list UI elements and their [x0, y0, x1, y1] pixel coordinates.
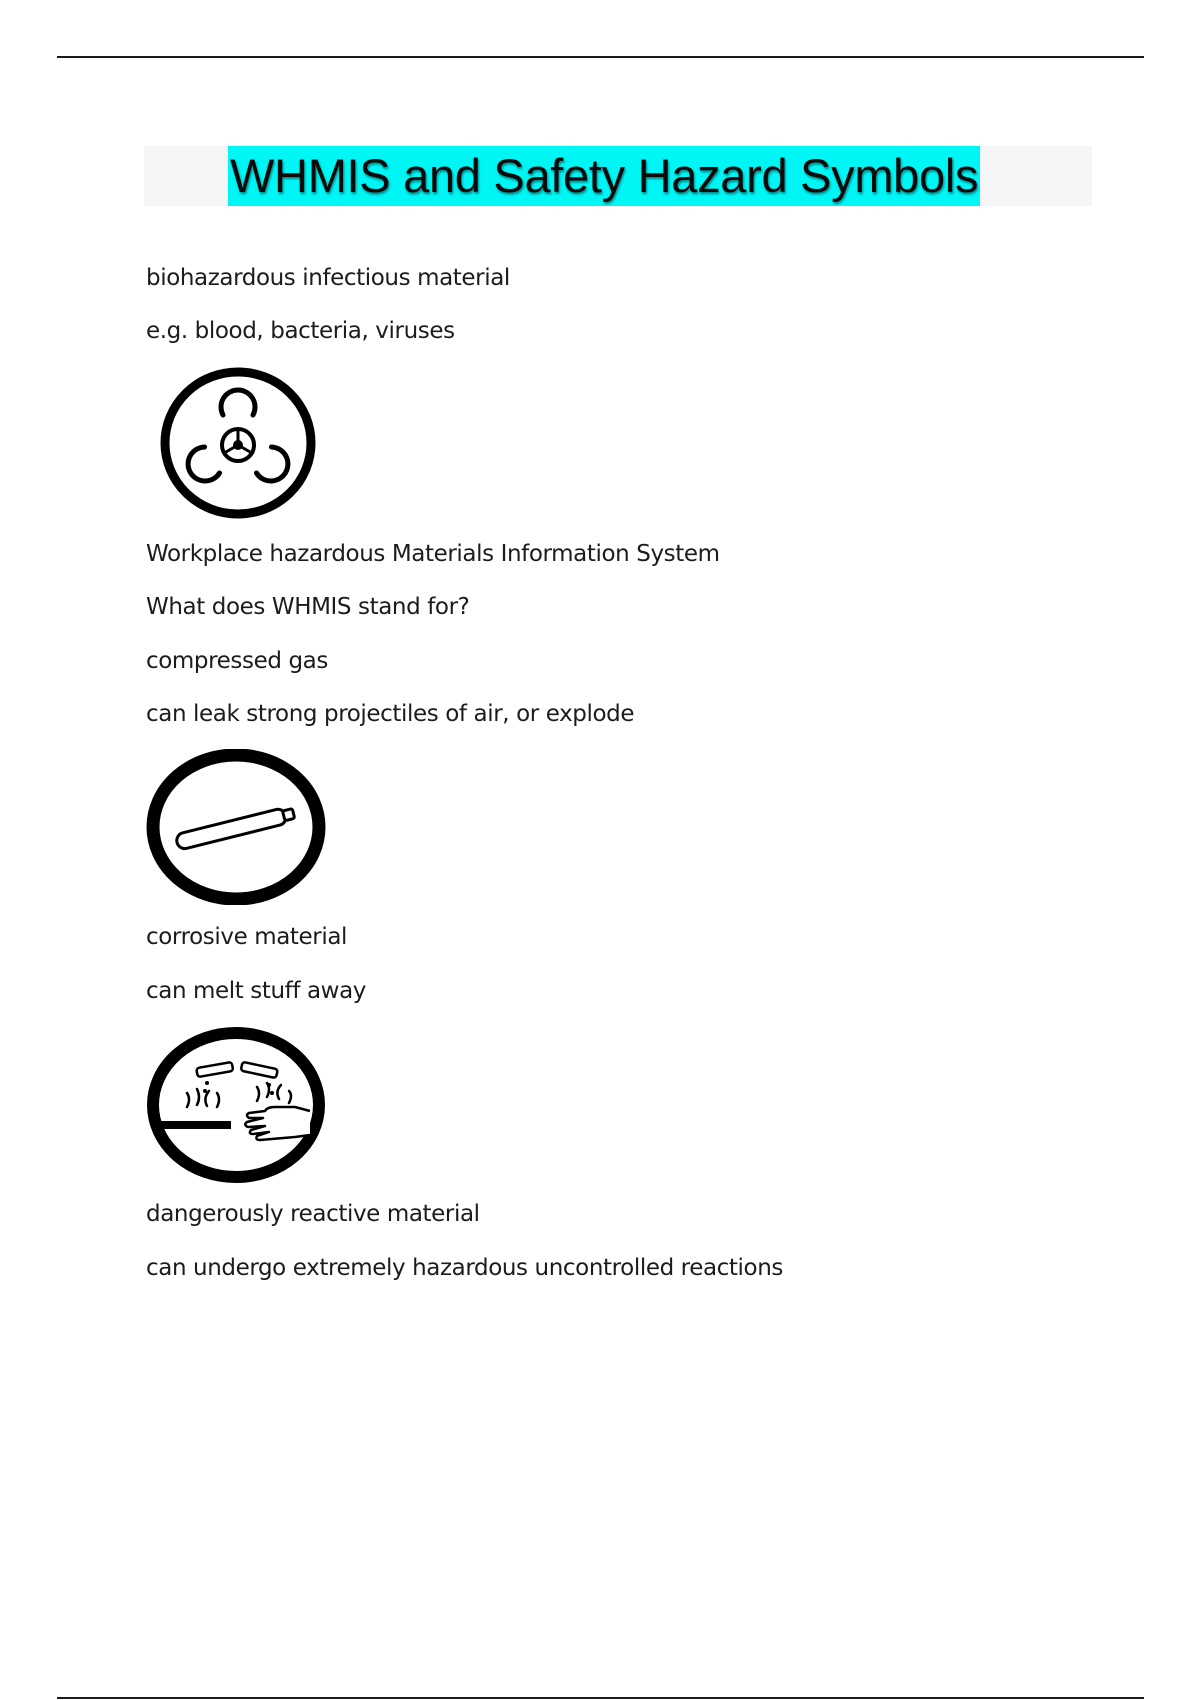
definition-corrosive: can melt stuff away — [146, 978, 366, 1004]
term-corrosive: corrosive material — [146, 924, 348, 950]
definition-compressed-gas: can leak strong projectiles of air, or explode — [146, 701, 635, 727]
biohazard-icon — [157, 365, 319, 521]
compressed-gas-icon — [145, 749, 327, 905]
corrosive-icon — [145, 1027, 327, 1183]
definition-reactive: can undergo extremely hazardous uncontrolled reactions — [146, 1255, 783, 1281]
bottom-rule — [57, 1697, 1144, 1699]
top-rule — [57, 56, 1144, 58]
page-title: WHMIS and Safety Hazard Symbols — [228, 146, 980, 206]
term-whmis: Workplace hazardous Materials Information System — [146, 541, 720, 567]
question-whmis: What does WHMIS stand for? — [146, 594, 470, 620]
term-reactive: dangerously reactive material — [146, 1201, 480, 1227]
term-biohazard: biohazardous infectious material — [146, 265, 510, 291]
term-compressed-gas: compressed gas — [146, 648, 328, 674]
definition-biohazard: e.g. blood, bacteria, viruses — [146, 318, 455, 344]
